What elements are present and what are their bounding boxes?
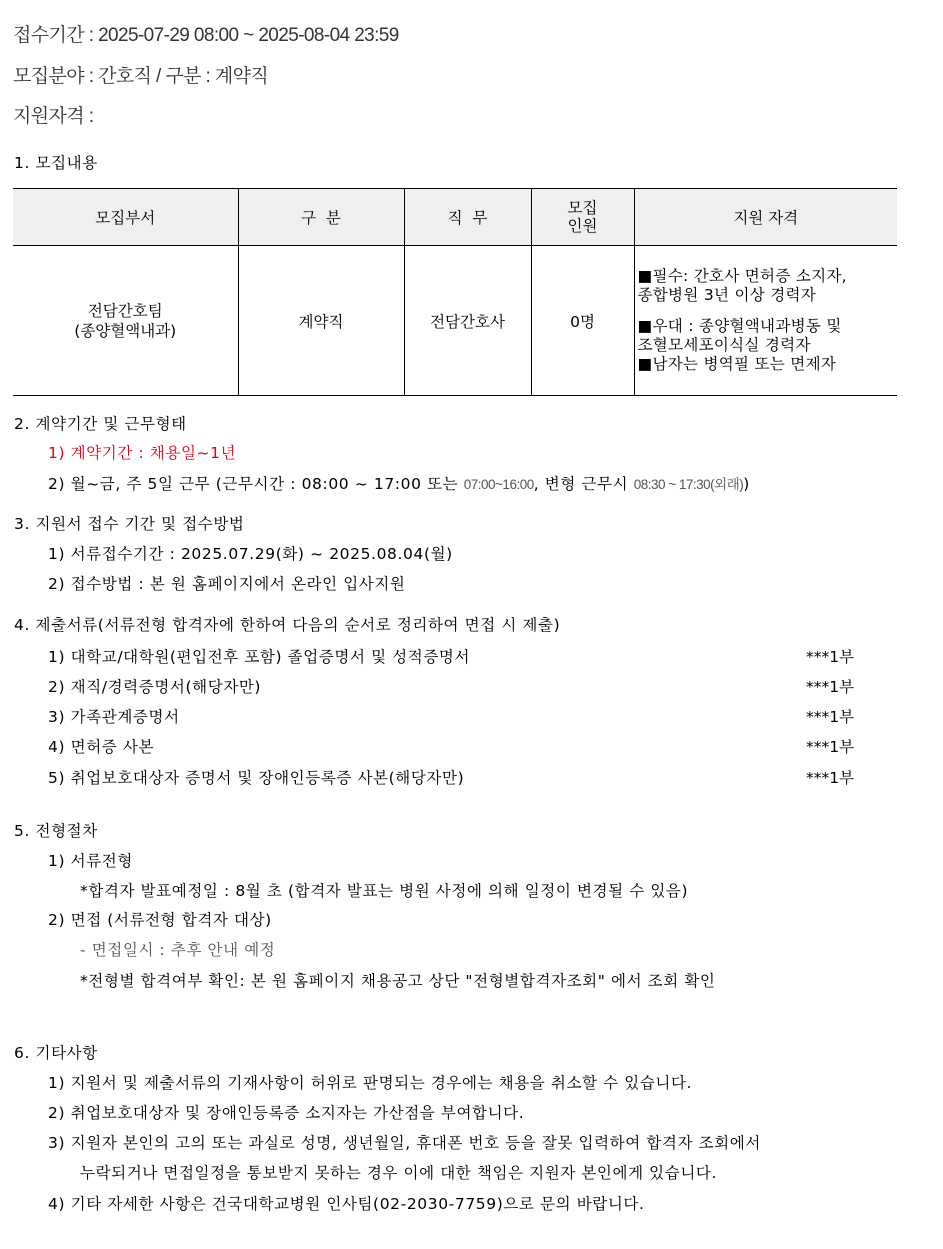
- dept-cell: 전담간호팀 (종양혈액내과): [13, 246, 238, 396]
- qual-row: [13, 101, 93, 128]
- interview-date-note: - 면접일시 : 추후 안내 예정: [80, 941, 276, 959]
- section-2-title: 2. 계약기간 및 근무형태: [14, 415, 187, 433]
- field-value: 간호직 / 구분 : 계약직: [98, 66, 269, 87]
- count-cell: 0명: [531, 246, 634, 396]
- qual-cell: ■필수: 간호사 면허증 소지자, 종합병원 3년 이상 경력자 ■우대 : 종양혈액내과병동 및 조혈모세포이식실 경력자 ■남자는 병역필 또는 면제자: [634, 246, 897, 396]
- col-duty-header: 직 무: [404, 189, 531, 246]
- section-4-title: 4. 제출서류(서류전형 합격자에 한하여 다음의 순서로 정리하여 면접 시 제출): [14, 616, 561, 634]
- list-item: 4) 면허증 사본: [48, 738, 155, 756]
- list-item-continuation: 누락되거나 면접일정을 통보받지 못하는 경우 이에 대한 책임은 지원자 본인에게 있습니다.: [80, 1164, 717, 1182]
- period-value: 2025-07-29 08:00 ~ 2025-08-04 23:59: [98, 25, 399, 46]
- list-item: 1) 대학교/대학원(편입전후 포함) 졸업증명서 및 성적증명서: [48, 648, 471, 666]
- qual-label: 지원자격 :: [13, 106, 94, 127]
- field-label: 모집분야 :: [13, 66, 99, 87]
- type-cell: 계약직: [238, 246, 404, 396]
- announcement-note: *합격자 발표예정일 : 8월 초 (합격자 발표는 병원 사정에 의해 일정이 변경될 수 있음): [80, 882, 689, 900]
- period-row: [13, 20, 399, 47]
- section-1-title: 1. 모집내용: [14, 154, 98, 172]
- section-3-title: 3. 지원서 접수 기간 및 접수방법: [14, 515, 245, 533]
- copies-count: ***1부: [806, 708, 855, 726]
- list-item: 4) 기타 자세한 사항은 건국대학교병원 인사팀(02-2030-7759)으로 문의 바랍니다.: [48, 1195, 645, 1213]
- recruit-table: [13, 188, 897, 396]
- work-hours: 2) 월~금, 주 5일 근무 (근무시간 : 08:00 ~ 17:00 또는 07:00~16:00, 변형 근무시 08:30 ~ 17:30(외래)): [48, 475, 750, 493]
- application-period: 1) 서류접수기간 : 2025.07.29(화) ~ 2025.08.04(월): [48, 545, 453, 563]
- copies-count: ***1부: [806, 648, 855, 666]
- application-method: 2) 접수방법 : 본 원 홈페이지에서 온라인 입사지원: [48, 575, 406, 593]
- field-row: [13, 61, 268, 88]
- col-count-header: 모집 인원: [531, 189, 634, 246]
- period-label: 접수기간 :: [13, 25, 99, 46]
- copies-count: ***1부: [806, 769, 855, 787]
- list-item: 1) 지원서 및 제출서류의 기재사항이 허위로 판명되는 경우에는 채용을 취소할 수 있습니다.: [48, 1074, 693, 1092]
- table-header-row: [13, 189, 897, 246]
- col-qual-header: 지원 자격: [634, 189, 897, 246]
- screening-step-2: 2) 면접 (서류전형 합격자 대상): [48, 911, 272, 929]
- copies-count: ***1부: [806, 738, 855, 756]
- list-item: 2) 재직/경력증명서(해당자만): [48, 678, 262, 696]
- col-type-header: 구 분: [238, 189, 404, 246]
- screening-step-1: 1) 서류전형: [48, 852, 133, 870]
- col-dept-header: 모집부서: [13, 189, 238, 246]
- section-5-title: 5. 전형절차: [14, 822, 98, 840]
- list-item: 3) 가족관계증명서: [48, 708, 180, 726]
- list-item: 3) 지원자 본인의 고의 또는 과실로 성명, 생년월일, 휴대폰 번호 등을 잘못 입력하여 합격자 조회에서: [48, 1134, 761, 1152]
- list-item: 5) 취업보호대상자 증명서 및 장애인등록증 사본(해당자만): [48, 769, 465, 787]
- table-row: [13, 246, 897, 396]
- contract-period: 1) 계약기간 : 채용일~1년: [48, 444, 237, 462]
- result-check-note: *전형별 합격여부 확인: 본 원 홈페이지 채용공고 상단 "전형별합격자조회" 에서 조회 확인: [80, 972, 716, 990]
- copies-count: ***1부: [806, 678, 855, 696]
- list-item: 2) 취업보호대상자 및 장애인등록증 소지자는 가산점을 부여합니다.: [48, 1104, 525, 1122]
- section-6-title: 6. 기타사항: [14, 1044, 98, 1062]
- duty-cell: 전담간호사: [404, 246, 531, 396]
